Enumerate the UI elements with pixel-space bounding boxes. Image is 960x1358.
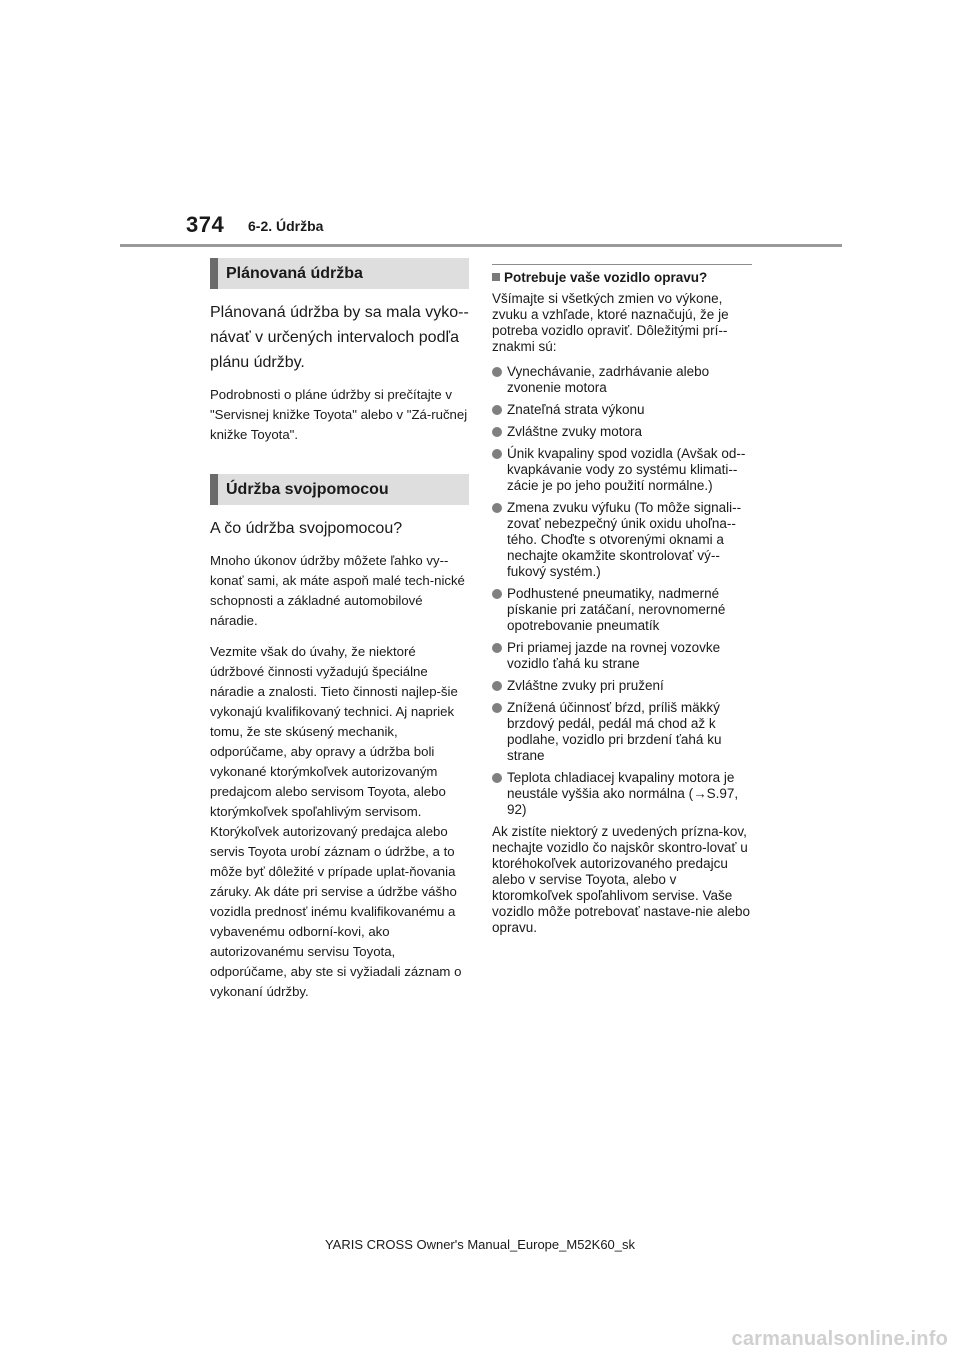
list-item-text: Zvláštne zvuky motora (507, 424, 643, 439)
bullet-icon (492, 503, 502, 513)
bullet-icon (492, 367, 502, 377)
bullet-icon (492, 405, 502, 415)
planned-maintenance-heading: Plánovaná údržba (210, 258, 469, 289)
list-item (492, 364, 752, 396)
list-item-text: Teplota chladiacej kvapaliny motora je neustále vyššia ako normálna (→S.97, 92) (507, 770, 739, 817)
list-item-text: Znateľná strata výkonu (507, 402, 645, 417)
repair-closing: Ak zistíte niektorý z uvedených prízna-kov, nechajte vozidlo čo najskôr skontro-lovať u ktoréhokoľvek autorizovaného predajcu alebo v servise Toyota, alebo v ktoromkoľvek spoľahlivom servise. Vaše vozidlo môže potrebovať nastave-nie alebo opravu. (492, 824, 750, 935)
bullet-icon (492, 703, 502, 713)
planned-maintenance-text: Podrobnosti o pláne údržby si prečítajte v "Servisnej knižke Toyota" alebo v "Zá-ručnej knižke Toyota". (210, 387, 468, 442)
planned-maintenance-lead: Plánovaná údržba by sa mala vyko-návať v určených intervaloch podľa plánu údržby. (210, 304, 469, 371)
spacer (210, 456, 469, 474)
list-item-text: Vynechávanie, zadrhávanie alebo zvonenie motora (507, 364, 710, 395)
list-item (492, 586, 752, 634)
diy-maintenance-heading: Údržba svojpomocou (210, 474, 469, 505)
list-item (492, 678, 752, 694)
list-item-text: Zvláštne zvuky pri pružení (507, 678, 664, 693)
section-reference: 6-2. Údržba (248, 218, 324, 234)
left-column (210, 258, 469, 1013)
list-item (492, 700, 752, 764)
page-number: 374 (186, 212, 225, 237)
list-item (492, 424, 752, 440)
diy-maintenance-text-1: Mnoho úkonov údržby môžete ľahko vy-konať sami, ak máte aspoň malé tech-nické schopnosti a základné automobilové náradie. (210, 553, 465, 628)
watermark: carmanualsonline.info (731, 1328, 948, 1350)
square-bullet-icon (492, 273, 500, 281)
bullet-icon (492, 681, 502, 691)
list-item (492, 770, 752, 818)
list-item-text: Únik kvapaliny spod vozidla (Avšak od-kvapkávanie vody zo systému klimati-zácie je po jeho použití normálne.) (507, 446, 746, 493)
list-item-text: Podhustené pneumatiky, nadmerné pískanie pri zatáčaní, nerovnomerné opotrebovanie pneumatík (507, 586, 726, 633)
list-item-text: Pri priamej jazde na rovnej vozovke vozidlo ťahá ku strane (507, 640, 721, 671)
bullet-icon (492, 773, 502, 783)
list-item-text: Zmena zvuku výfuku (To môže signali-zovať nebezpečný únik oxidu uhoľna-tého. Choďte s otvorenými oknami a nechajte okamžite skontrolovať vý-fukový systém.) (507, 500, 742, 579)
bullet-icon (492, 589, 502, 599)
bullet-icon (492, 427, 502, 437)
diy-maintenance-text-2: Vezmite však do úvahy, že niektoré údržbové činnosti vyžadujú špeciálne náradie a znalosti. Tieto činnosti najlep-šie vykonajú kvalifikovaný technici. Aj napriek tomu, že ste skúsený mechanik, odporúčame, aby opravy a údržba boli vykonané ktorýmkoľvek autorizovaným predajcom alebo servisom Toyota, alebo ktorýmkoľvek spoľahlivým servisom. Ktorýkoľvek autorizovaný predajca alebo servis Toyota urobí záznam o údržbe, a to môže byť dôležité v prípade uplat-ňovania záruky. Ak dáte pri servise a údržbe vášho vozidla prednosť inému kvalifikovanému a vybavenému odborní-kovi, ako autorizovanému servisu Toyota, odporúčame, aby ste si vyžiadali záznam o vykonaní údržby. (210, 644, 462, 999)
symptom-list (492, 364, 752, 818)
repair-subheading (492, 264, 752, 286)
header-rule (120, 244, 842, 247)
diy-maintenance-lead: A čo údržba svojpomocou? (210, 520, 403, 537)
list-item (492, 402, 752, 418)
bullet-icon (492, 449, 502, 459)
list-item-text: Znížená účinnosť bŕzd, príliš mäkký brzdový pedál, pedál má chod až k podlahe, vozidlo pri brzdení ťahá ku strane (507, 700, 722, 763)
footer-manual-id: YARIS CROSS Owner's Manual_Europe_M52K60_sk (324, 1237, 636, 1252)
list-item (492, 446, 752, 494)
repair-subheading-text: Potrebuje vaše vozidlo opravu? (504, 270, 708, 285)
right-column (492, 264, 752, 936)
repair-intro: Všímajte si všetkých zmien vo výkone, zvuku a vzhľade, ktoré naznačujú, že je potreba vozidlo opraviť. Dôležitými prí-znakmi sú: (492, 291, 729, 354)
list-item (492, 640, 752, 672)
list-item (492, 500, 752, 580)
bullet-icon (492, 643, 502, 653)
